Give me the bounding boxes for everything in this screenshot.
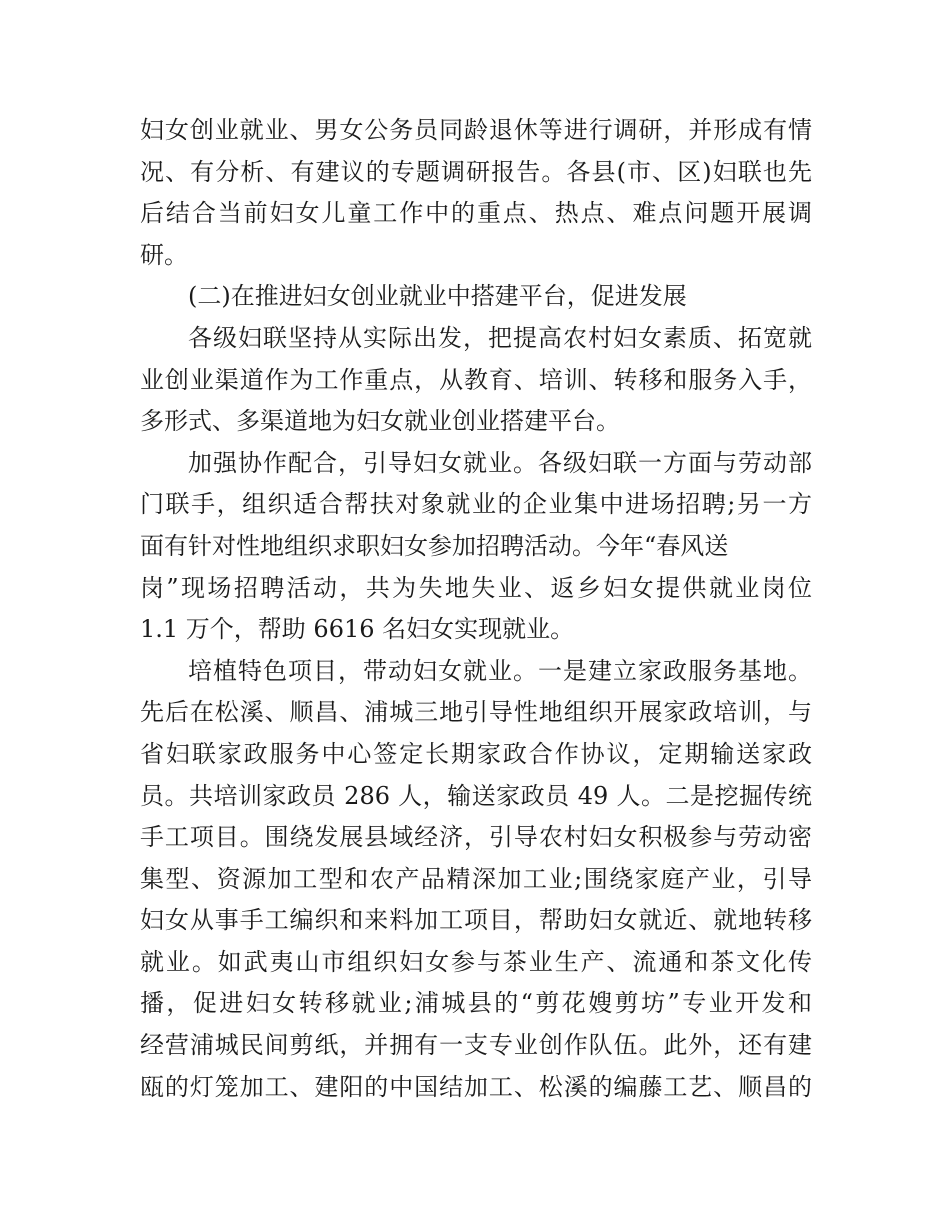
text-line: 省妇联家政服务中心签定长期家政合作协议，定期输送家政 (140, 739, 812, 768)
text-line: 况、有分析、有建议的专题调研报告。各县(市、区)妇联也先 (140, 157, 812, 186)
text-line: 多形式、多渠道地为妇女就业创业搭建平台。 (140, 407, 620, 436)
text-line: (二)在推进妇女创业就业中搭建平台，促进发展 (188, 282, 687, 311)
text-line: 妇女从事手工编织和来料加工项目，帮助妇女就近、就地转移 (140, 906, 812, 935)
text-line: 培植特色项目，带动妇女就业。一是建立家政服务基地。 (188, 656, 812, 685)
text-line: 面有针对性地组织求职妇女参加招聘活动。今年“春风送 (140, 531, 729, 560)
text-line: 手工项目。围绕发展县域经济，引导农村妇女积极参与劳动密 (140, 823, 812, 852)
text-line: 先后在松溪、顺昌、浦城三地引导性地组织开展家政培训，与 (140, 698, 812, 727)
text-line: 播，促进妇女转移就业;浦城县的“剪花嫂剪坊”专业开发和 (140, 989, 812, 1018)
text-line: 集型、资源加工型和农产品精深加工业;围绕家庭产业，引导 (140, 864, 812, 893)
text-line: 瓯的灯笼加工、建阳的中国结加工、松溪的编藤工艺、顺昌的 (140, 1072, 812, 1101)
text-line: 妇女创业就业、男女公务员同龄退休等进行调研，并形成有情 (140, 116, 812, 144)
text-line: 后结合当前妇女儿童工作中的重点、热点、难点问题开展调 (140, 199, 812, 228)
text-line: 经营浦城民间剪纸，并拥有一支专业创作队伍。此外，还有建 (140, 1031, 812, 1060)
text-line: 岗”现场招聘活动，共为失地失业、返乡妇女提供就业岗位 (140, 573, 812, 602)
text-line: 业创业渠道作为工作重点，从教育、培训、转移和服务入手， (140, 365, 812, 394)
text-line: 1.1 万个，帮助 6616 名妇女实现就业。 (140, 615, 575, 644)
text-line: 员。共培训家政员 286 人，输送家政员 49 人。二是挖掘传统 (140, 781, 812, 810)
text-line: 加强协作配合，引导妇女就业。各级妇联一方面与劳动部 (188, 448, 812, 477)
text-line: 就业。如武夷山市组织妇女参与茶业生产、流通和茶文化传 (140, 947, 812, 976)
text-line: 各级妇联坚持从实际出发，把提高农村妇女素质、拓宽就 (188, 323, 812, 352)
document-body (140, 110, 812, 1108)
text-line: 门联手，组织适合帮扶对象就业的企业集中进场招聘;另一方 (140, 490, 812, 519)
text-line: 研。 (140, 240, 188, 269)
